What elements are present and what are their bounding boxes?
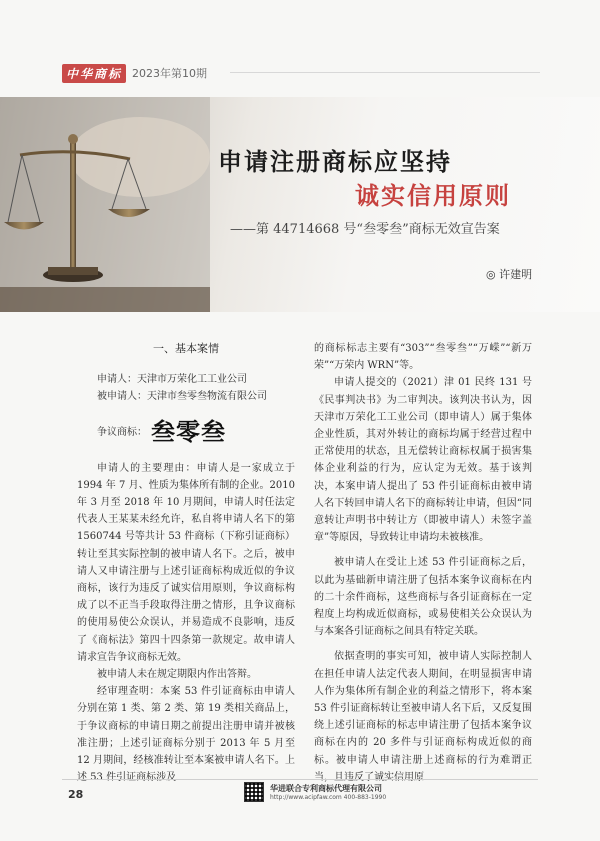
- issue-label: 2023年第10期: [132, 67, 208, 80]
- paragraph: 申请人提交的（2021）津 01 民终 131 号《民事判决书》为二审判决。该判决书认为，因天津市万荣化工工业公司（即申请人）属于集体企业性质，其对外转让的商标均属于经营过程中正常使用的状态，且无偿转让商标权属于损害集体企业利益的行为，应认定为无效。基于该判决，本案申请人提出了 53 件引证商标由被申请人名下转回申请人名下的商标转让申请，但因“同意转让声明书中转让方（即被申请人）未签字盖章”等原因，导致转让申请均未被核准。: [314, 377, 532, 544]
- qr-code-icon: [244, 782, 264, 802]
- sponsor-name: 华进联合专利商标代理有限公司: [270, 784, 382, 793]
- article-subtitle: ——第 44714668 号“叁零叁”商标无效宣告案: [230, 222, 500, 237]
- paragraph: 被申请人在受让上述 53 件引证商标之后，以此为基础新申请注册了包括本案争议商标在内的二十余件商标，这些商标与各引证商标在一定程度上均构成近似商标，或易使相关公众误认为与本案各引证商标之间具有特定关联。: [314, 557, 532, 638]
- paragraph: 被申请人未在规定期限内作出答辩。: [97, 669, 257, 681]
- masthead: [62, 62, 207, 84]
- sponsor-block: [244, 782, 386, 802]
- paragraph: 依据查明的事实可知，被申请人实际控制人在担任申请人法定代表人期间，在明显损害申请人作为集体所有制企业的利益之情形下，将本案 53 件引证商标转让至被申请人名下后，又反复围绕上述引证商标的标志申请注册了包括本案争议商标在内的 20 多件与引证商标构成近似的商标。被申请人申请注册上述商标的行为难谓正当，且违反了诚实信用原: [314, 651, 532, 783]
- footer-rule: [62, 779, 538, 780]
- magazine-logo: 中华商标: [62, 64, 126, 83]
- masthead-rule: [230, 72, 540, 73]
- respondent-line: 被申请人：天津市叁零叁物流有限公司: [97, 391, 267, 403]
- paragraph: 申请人的主要理由：申请人是一家成立于 1994 年 7 月、性质为集体所有制的企业。2010 年 3 月至 2018 年 10 月期间，申请人时任法定代表人王某某未经允许，私自将申请人名下的第 1560744 号等共计 53 件商标（下称引证商标）转让至其实际控制的被申请人名下。之后，被申请人又申请注册与上述引证商标构成近似的争议商标，该行为违反了诚实信用原则，争议商标构成了以不正当手段取得注册之情形，且争议商标的使用易使公众误认，并易造成不良影响，违反了《商标法》第四十四条第一款规定。故申请人请求宣告争议商标无效。: [77, 462, 295, 663]
- paragraph: 经审理查明：本案 53 件引证商标由申请人分别在第 1 类、第 2 类、第 19 类相关商品上，于争议商标的申请日期之前提出注册申请并被核准注册；上述引证商标分别于 2013 年 5 月至 12 月期间，经核准转让至本案被申请人名下。上述 53 件引证商标涉及: [77, 686, 295, 784]
- article-title-line-2: 诚实信用原则: [355, 182, 511, 210]
- left-column: [77, 340, 295, 786]
- disputed-mark-label: 争议商标：: [97, 427, 147, 438]
- disputed-mark-row: [97, 416, 295, 450]
- paragraph: 的商标标志主要有“303”“叁零叁”“万嵘”“新万荣”“万荣内 WRN”等。: [314, 343, 532, 372]
- scales-of-justice-icon: [0, 97, 210, 312]
- disputed-mark-name: 叁零叁: [151, 418, 226, 446]
- page-number: 28: [68, 788, 84, 801]
- article-title-line-1: 申请注册商标应坚持: [218, 148, 452, 176]
- right-column: [314, 340, 532, 786]
- sponsor-contact: http://www.acipfaw.com 400-883-1990: [270, 794, 387, 801]
- author-byline: ◎ 许建明: [486, 268, 533, 281]
- section-heading: 一、基本案情: [153, 342, 219, 355]
- applicant-line: 申请人：天津市万荣化工工业公司: [97, 374, 247, 386]
